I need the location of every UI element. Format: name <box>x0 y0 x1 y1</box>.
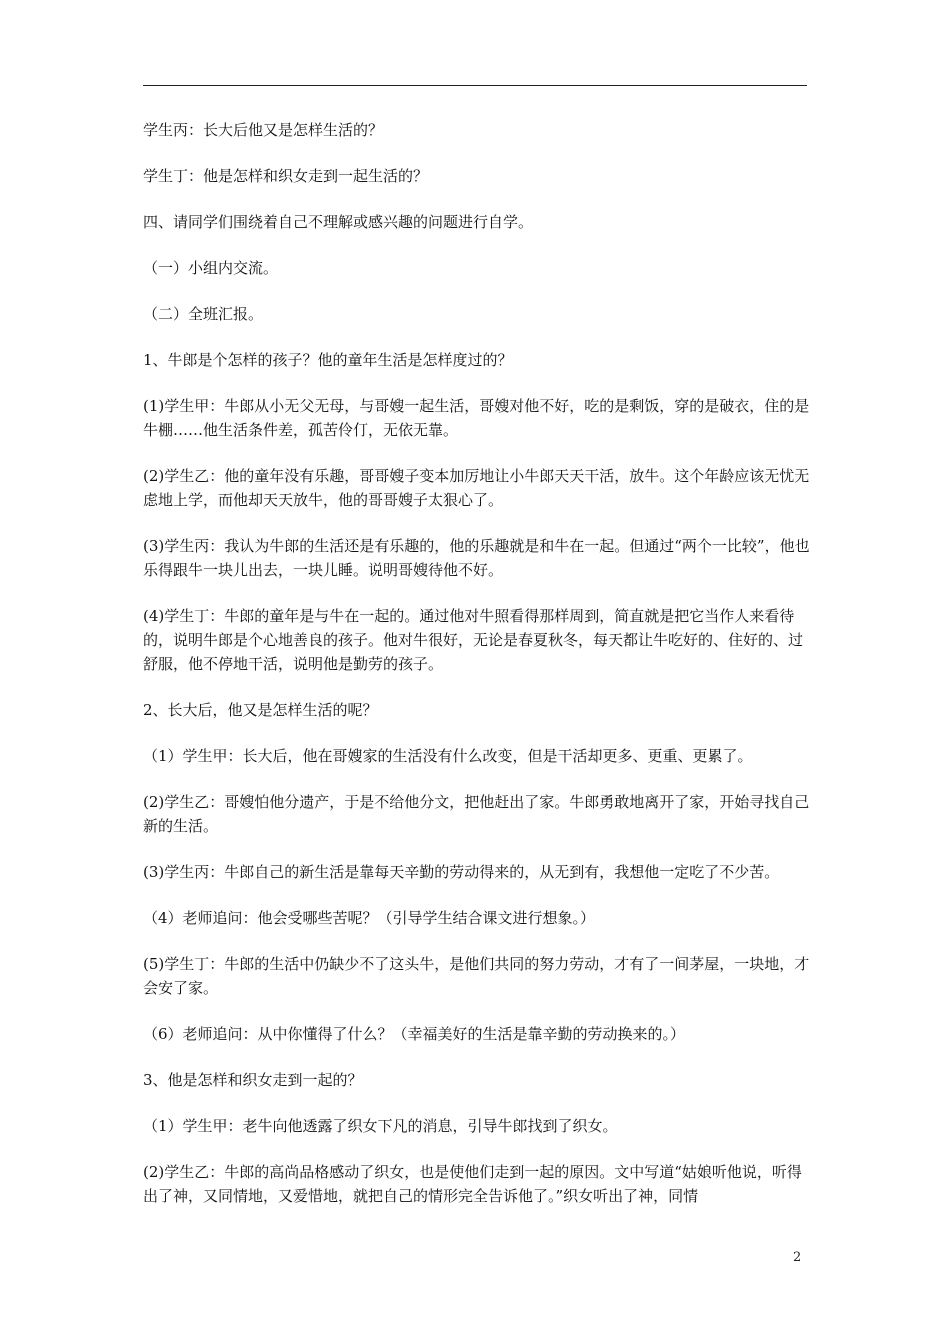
paragraph: （6）老师追问：从中你懂得了什么？（幸福美好的生活是靠辛勤的劳动换来的。） <box>143 1025 686 1043</box>
sub-heading: （二）全班汇报。 <box>143 305 264 323</box>
paragraph: (2)学生乙：他的童年没有乐趣，哥哥嫂子变本加厉地让小牛郎天天干活，放牛。这个年龄应该无忧无虑地上学，而他却天天放牛，他的哥哥嫂子太狠心了。 <box>143 467 810 509</box>
question: 2、长大后，他又是怎样生活的呢？ <box>143 701 378 719</box>
header-rule <box>143 85 807 86</box>
paragraph: (1)学生甲：牛郎从小无父无母，与哥嫂一起生活，哥嫂对他不好，吃的是剩饭，穿的是破衣，住的是牛棚……他生活条件差，孤苦伶仃，无依无靠。 <box>143 397 810 439</box>
document-body <box>143 118 811 1230</box>
paragraph: (5)学生丁：牛郎的生活中仍缺少不了这头牛，是他们共同的努力劳动，才有了一间茅屋，一块地，才会安了家。 <box>143 955 810 997</box>
sub-heading: （一）小组内交流。 <box>143 259 279 277</box>
section-heading: 四、请同学们围绕着自己不理解或感兴趣的问题进行自学。 <box>143 213 534 231</box>
page-number: 2 <box>793 1250 802 1265</box>
paragraph: 学生丁：他是怎样和织女走到一起生活的？ <box>143 167 429 185</box>
paragraph: 学生丙：长大后他又是怎样生活的？ <box>143 121 384 139</box>
paragraph: (3)学生丙：牛郎自己的新生活是靠每天辛勤的劳动得来的，从无到有，我想他一定吃了不少苦。 <box>143 863 780 881</box>
paragraph: （1）学生甲：长大后，他在哥嫂家的生活没有什么改变，但是干活却更多、更重、更累了。 <box>143 747 753 765</box>
paragraph: (4)学生丁：牛郎的童年是与牛在一起的。通过他对牛照看得那样周到，简直就是把它当作人来看待的，说明牛郎是个心地善良的孩子。他对牛很好，无论是春夏秋冬，每天都让牛吃好的、住好的、过舒服，他不停地干活，说明他是勤劳的孩子。 <box>143 607 804 673</box>
paragraph: (3)学生丙：我认为牛郎的生活还是有乐趣的，他的乐趣就是和牛在一起。但通过“两个一比较”，他也乐得跟牛一块儿出去，一块儿睡。说明哥嫂待他不好。 <box>143 537 810 579</box>
paragraph: （1）学生甲：老牛向他透露了织女下凡的消息，引导牛郎找到了织女。 <box>143 1117 618 1135</box>
paragraph: (2)学生乙：哥嫂怕他分遗产，于是不给他分文，把他赶出了家。牛郎勇敢地离开了家，开始寻找自己新的生活。 <box>143 793 810 835</box>
question: 3、他是怎样和织女走到一起的？ <box>143 1071 363 1089</box>
question: 1、牛郎是个怎样的孩子？他的童年生活是怎样度过的？ <box>143 351 513 369</box>
paragraph: （4）老师追问：他会受哪些苦呢？（引导学生结合课文进行想象。） <box>143 909 596 927</box>
paragraph: (2)学生乙：牛郎的高尚品格感动了织女，也是使他们走到一起的原因。文中写道“姑娘听他说，听得出了神，又同情地，又爱惜地，就把自己的情形完全告诉他了。”织女听出了神，同情 <box>143 1163 802 1205</box>
